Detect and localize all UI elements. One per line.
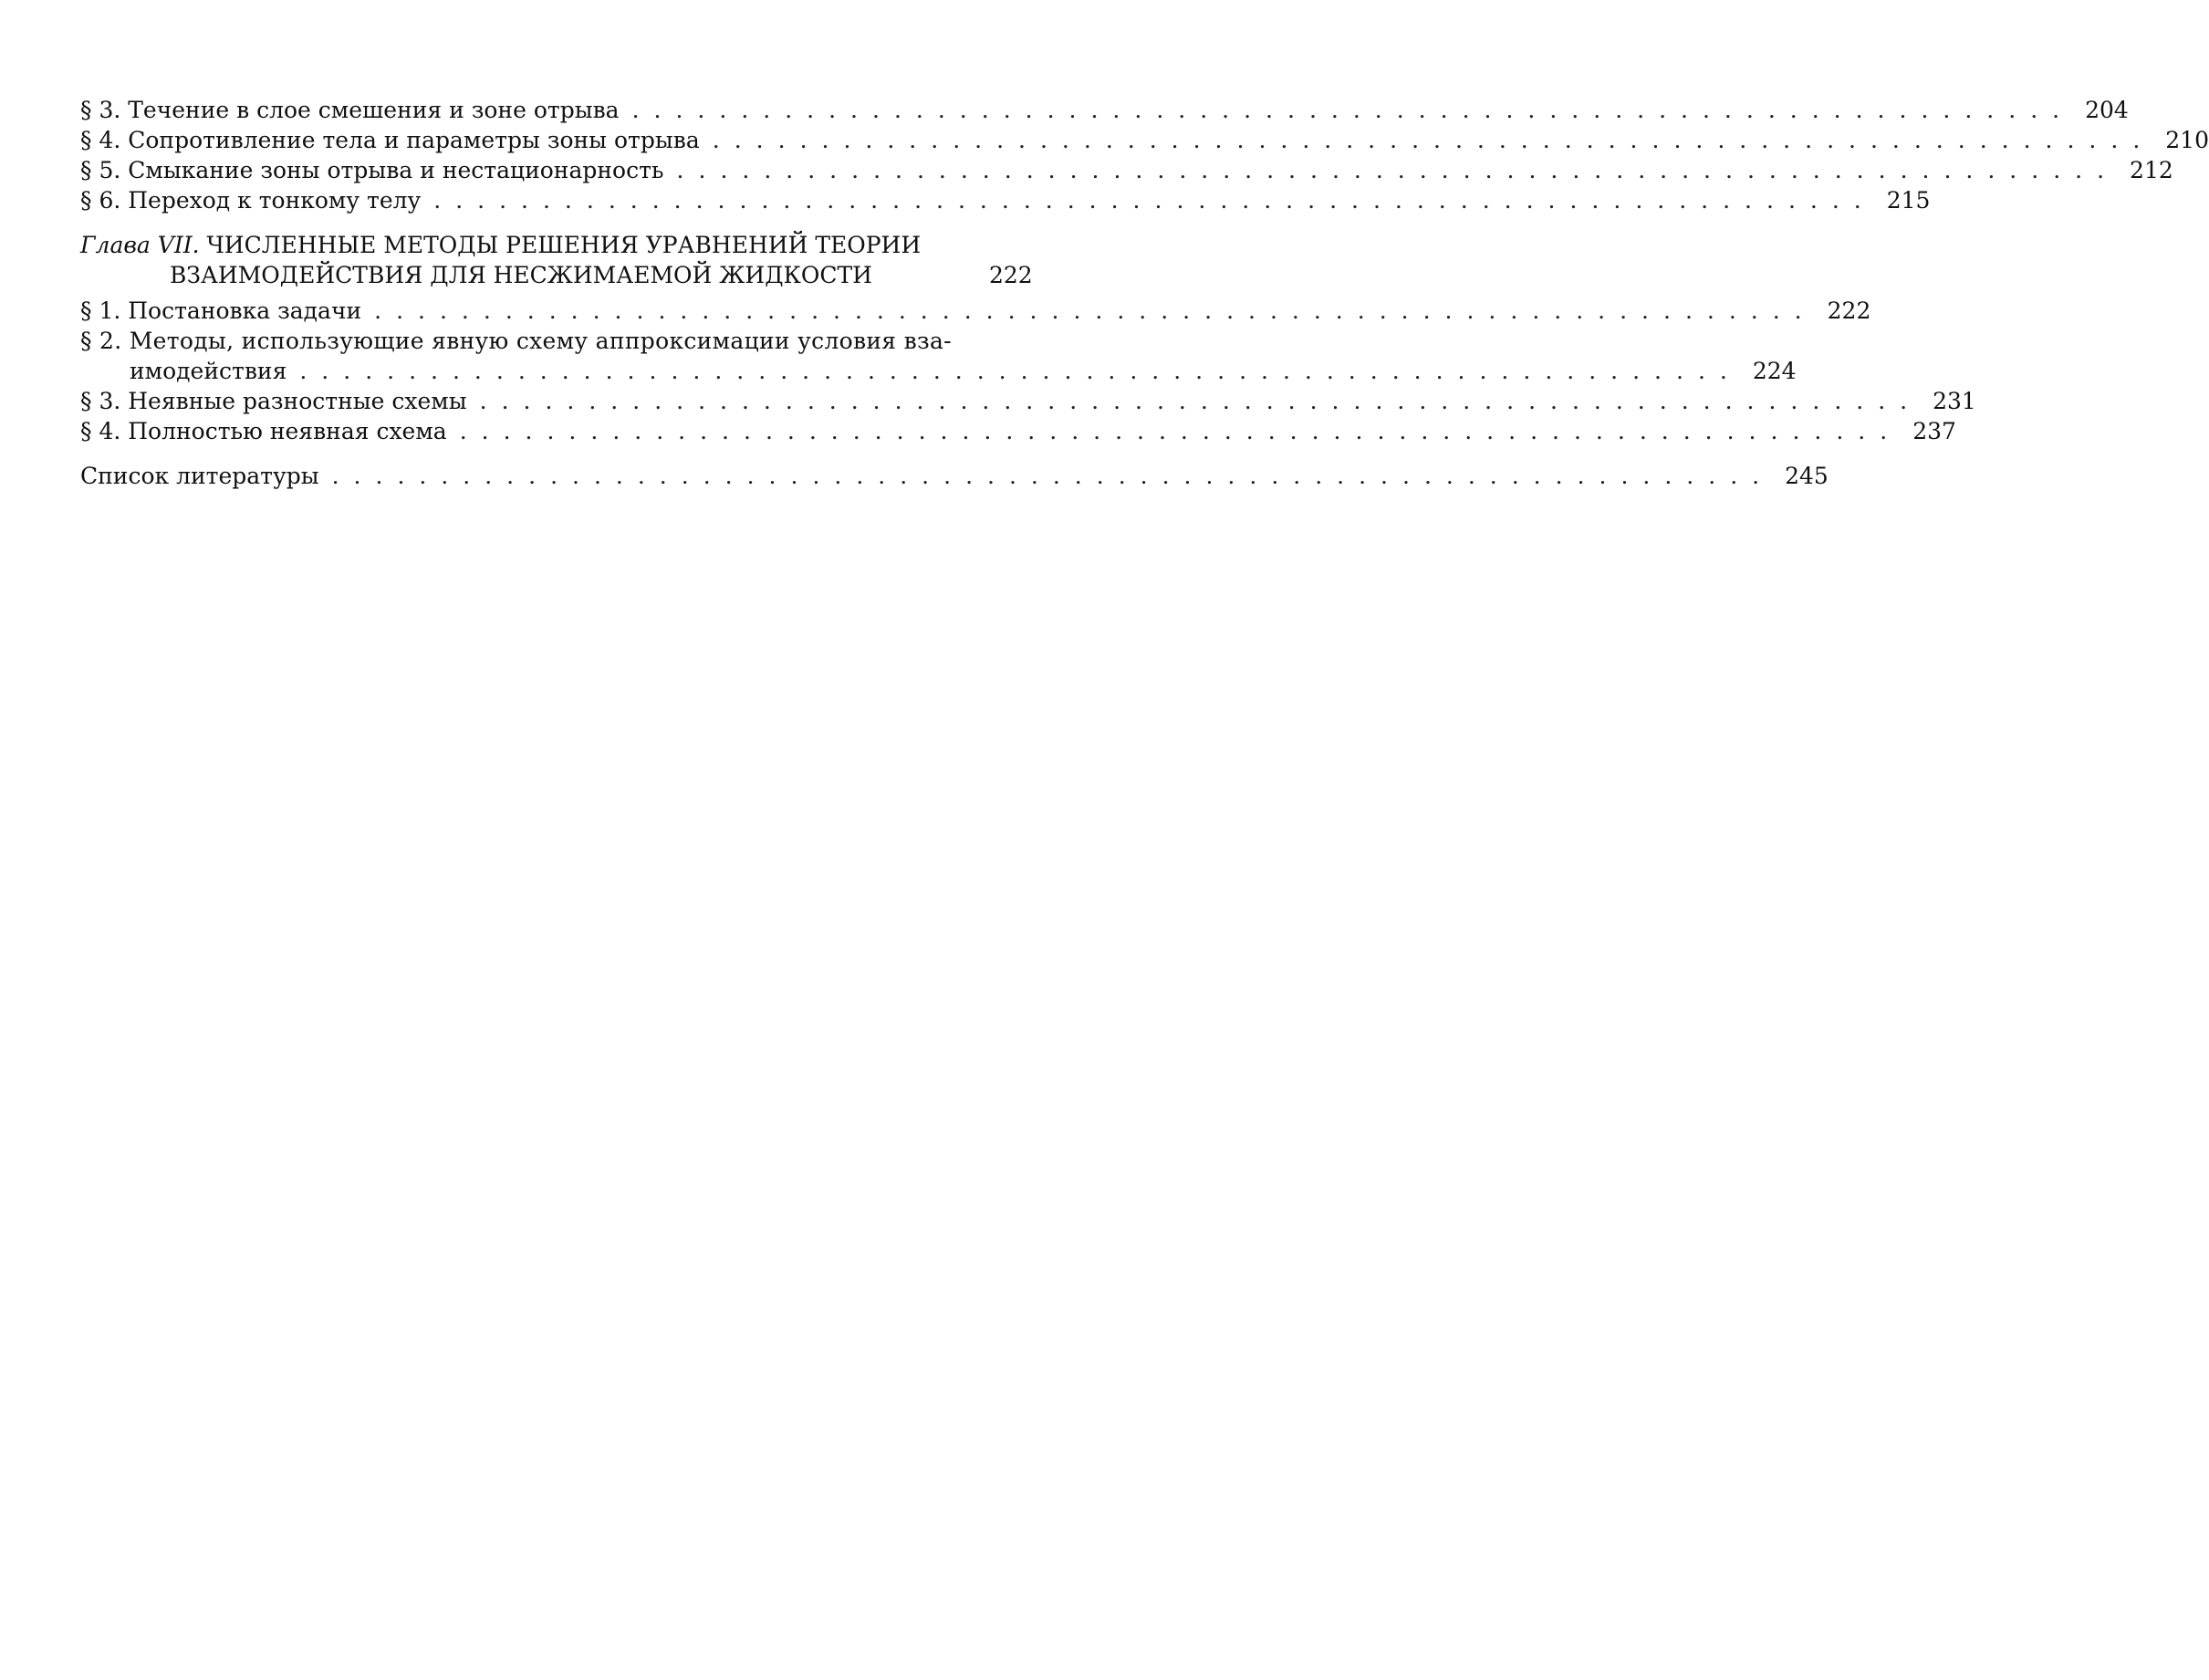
chapter-label: Глава VII. xyxy=(80,232,200,258)
dot-leader: .................................................................. xyxy=(374,297,1817,324)
dot-leader: .................................................................. xyxy=(712,127,2155,153)
toc-entry-page: 204 xyxy=(2085,97,2129,123)
toc-entry-page: 215 xyxy=(1886,187,1931,214)
chapter-title-line2: ВЗАИМОДЕЙСТВИЯ ДЛЯ НЕСЖИМАЕМОЙ ЖИДКОСТИ xyxy=(170,262,872,288)
toc-entry-title: § 4. Сопротивление тела и параметры зоны отрыва xyxy=(80,127,700,153)
toc-entry-title: § 1. Постановка задачи xyxy=(80,297,362,324)
toc-entry-page: 224 xyxy=(1752,358,1797,384)
dot-leader: .................................................................. xyxy=(676,157,2120,183)
toc-entry[interactable] xyxy=(80,125,2209,155)
toc-entry-wrapped[interactable] xyxy=(80,326,1797,386)
toc-entry-title: § 3. Течение в слое смешения и зоне отрыва xyxy=(80,97,620,123)
dot-leader: .................................................................. xyxy=(479,388,1922,414)
toc-entry[interactable] xyxy=(80,416,1956,446)
toc-entry[interactable] xyxy=(80,155,2173,185)
dot-leader: .................................................................. xyxy=(459,418,1902,444)
references-page: 245 xyxy=(1785,463,1829,489)
chapter-heading[interactable] xyxy=(80,230,1033,290)
toc-entry-title-line2: имодействия xyxy=(130,358,287,384)
toc-entry-page: 237 xyxy=(1912,418,1956,444)
toc-entry-page: 210 xyxy=(2165,127,2209,153)
toc-entry-title: § 5. Смыкание зоны отрыва и нестационарность xyxy=(80,157,664,183)
toc-entry[interactable] xyxy=(80,185,1931,215)
toc-entry-page: 212 xyxy=(2130,157,2173,183)
toc-entry-title-line1: § 2. Методы, использующие явную схему аппроксимации условия вза- xyxy=(80,328,952,354)
dot-leader: .................................................................. xyxy=(331,463,1775,489)
toc-entry[interactable] xyxy=(80,296,1871,326)
dot-leader: .................................................................. xyxy=(433,187,1876,214)
toc-entry-title: § 3. Неявные разностные схемы xyxy=(80,388,467,414)
table-of-contents xyxy=(80,95,2209,491)
dot-leader: .................................................................. xyxy=(631,97,2075,123)
toc-entry-references[interactable] xyxy=(80,461,1829,491)
toc-entry[interactable] xyxy=(80,386,1976,416)
toc-entry-page: 231 xyxy=(1933,388,1976,414)
toc-entry-page: 222 xyxy=(1827,297,1871,324)
chapter-title-line1: ЧИСЛЕННЫЕ МЕТОДЫ РЕШЕНИЯ УРАВНЕНИЙ ТЕОРИИ xyxy=(206,232,922,258)
toc-entry-title: § 4. Полностью неявная схема xyxy=(80,418,447,444)
chapter-page: 222 xyxy=(989,262,1033,288)
dot-leader: .................................................................. xyxy=(299,358,1742,384)
references-title: Список литературы xyxy=(80,463,319,489)
toc-entry[interactable] xyxy=(80,95,2129,125)
toc-entry-title: § 6. Переход к тонкому телу xyxy=(80,187,422,214)
